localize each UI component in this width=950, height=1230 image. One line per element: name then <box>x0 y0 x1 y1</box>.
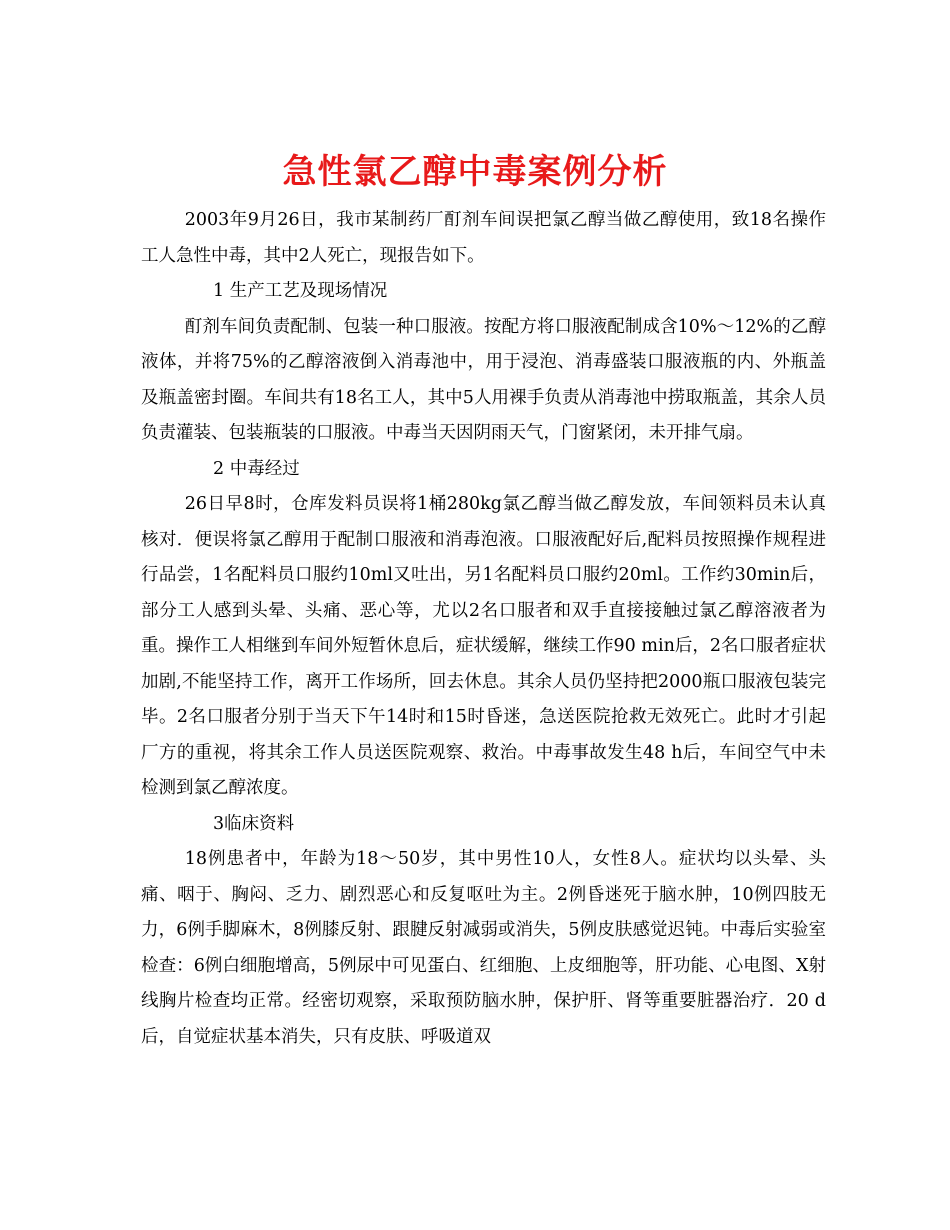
section-paragraph-1: 酊剂车间负责配制、包装一种口服液。按配方将口服液配制成含10%～12%的乙醇液体，并将75%的乙醇溶液倒入消毒池中，用于浸泡、消毒盛装口服液瓶的内、外瓶盖及瓶盖密封圈。车间共有18名工人，其中5人用裸手负责从消毒池中捞取瓶盖，其余人员负责灌装、包装瓶装的口服液。中毒当天因阴雨天气，门窗紧闭，未开排气扇。 <box>141 316 826 443</box>
document-body <box>141 203 826 1055</box>
intro-paragraph: 2003年9月26日，我市某制药厂酊剂车间误把氯乙醇当做乙醇使用，致18名操作工人急性中毒，其中2人死亡，现报告如下。 <box>141 210 826 266</box>
section-heading-3: 3临床资料 <box>213 813 295 834</box>
section-heading-2: 2 中毒经过 <box>213 458 300 479</box>
document-title: 急性氯乙醇中毒案例分析 <box>282 151 668 192</box>
section-paragraph-3: 18例患者中，年龄为18～50岁，其中男性10人，女性8人。症状均以头晕、头痛、咽于、胸闷、乏力、剧烈恶心和反复呕吐为主。2例昏迷死于脑水肿，10例四肢无力，6例手脚麻木，8例膝反射、跟腱反射减弱或消失，5例皮肤感觉迟钝。中毒后实验室检查：6例白细胞增高，5例尿中可见蛋白、红细胞、上皮细胞等，肝功能、心电图、X射线胸片检查均正常。经密切观察，采取预防脑水肿，保护肝、肾等重要脏器治疗．20 d后，自觉症状基本消失，只有皮肤、呼吸道双 <box>141 849 826 1047</box>
section-paragraph-2: 26日早8时，仓库发料员误将1桶280kg氯乙醇当做乙醇发放，车间领料员未认真核对．便误将氯乙醇用于配制口服液和消毒泡液。口服液配好后,配料员按照操作规程进行品尝，1名配料员口服约10ml又吐出，另1名配料员口服约20ml。工作约30min后，部分工人感到头晕、头痛、恶心等，尤以2名口服者和双手直接接触过氯乙醇溶液者为重。操作工人相继到车间外短暂休息后，症状缓解，继续工作90 min后，2名口服者症状加剧,不能坚持工作，离开工作场所，回去休息。其余人员仍坚持把2000瓶口服液包装完毕。2名口服者分别于当天下午14时和15时昏迷，急送医院抢救无效死亡。此时才引起厂方的重视，将其余工作人员送医院观察、救治。中毒事故发生48 h后，车间空气中未检测到氯乙醇浓度。 <box>141 494 826 798</box>
section-heading-1: 1 生产工艺及现场情况 <box>213 281 388 301</box>
